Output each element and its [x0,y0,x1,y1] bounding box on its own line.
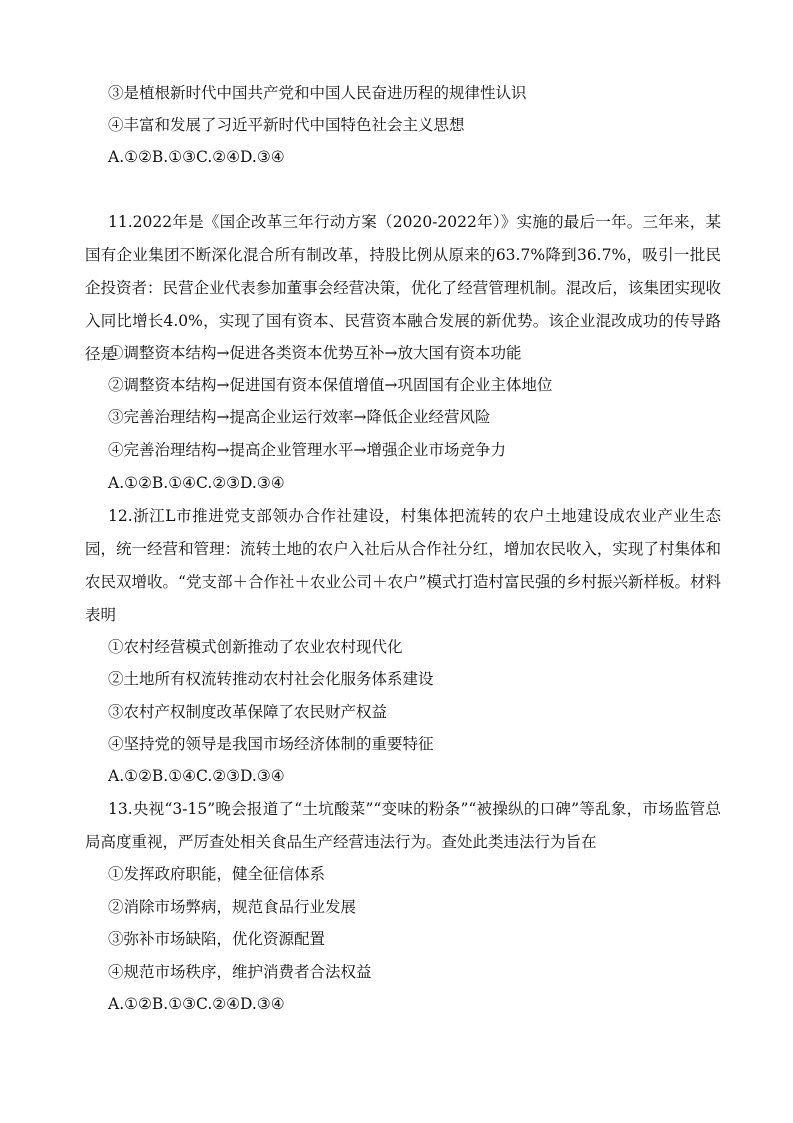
q12-option-3: ③农村产权制度改革保障了农民财产权益 [108,703,388,721]
q10-answer-choices: A.①②B.①③C.②④D.③④ [108,148,285,166]
q11-option-2: ②调整资本结构→促进国有资本保值增值→巩固国有企业主体地位 [108,376,553,394]
q10-option-4: ④丰富和发展了习近平新时代中国特色社会主义思想 [108,116,465,134]
q12-stem-text: 12.浙江L市推进党支部领办合作社建设，村集体把流转的农户土地建设成农业产业生态园，统一经营和管理：流转土地的农户入社后从合作社分红，增加农民收入，实现了村集体和农民双增收。“党支部＋合作社＋农业公司＋农户”模式打造村富民强的乡村振兴新样板。材料表明 [85,507,721,624]
q12-option-4: ④坚持党的领导是我国市场经济体制的重要特征 [108,735,434,753]
q13-option-3: ③弥补市场缺陷，优化资源配置 [108,930,326,948]
q13-option-2: ②消除市场弊病，规范食品行业发展 [108,898,357,916]
q13-option-4: ④规范市场秩序，维护消费者合法权益 [108,963,372,981]
q12-option-2: ②土地所有权流转推动农村社会化服务体系建设 [108,670,434,688]
q13-answer-choices: A.①②B.①③C.②④D.③④ [108,995,285,1013]
q12-option-1: ①农村经营模式创新推动了农业农村现代化 [108,638,403,656]
q12-stem [85,500,721,632]
q13-option-1: ①发挥政府职能，健全征信体系 [108,865,326,883]
q11-stem-text: 11.2022年是《国企改革三年行动方案（2020-2022年）》实施的最后一年。三年来，某国有企业集团不断深化混合所有制改革，持股比例从原来的63.7%降到36.7%，吸引一批民企投资者：民营企业代表参加董事会经营决策，优化了经营管理机制。混改后，该集团实现收入同比增长4.0%，实现了国有资本、民营资本融合发展的新优势。该企业混改成功的传导路径是 [85,213,721,363]
q11-option-4: ④完善治理结构→提高企业管理水平→增强企业市场竞争力 [108,441,506,459]
q11-option-1: ①调整资本结构→促进各类资本优势互补→放大国有资本功能 [108,344,522,362]
q11-option-3: ③完善治理结构→提高企业运行效率→降低企业经营风险 [108,408,491,426]
q13-stem [85,793,721,859]
q10-option-3: ③是植根新时代中国共产党和中国人民奋进历程的规律性认识 [108,84,527,102]
q11-answer-choices: A.①②B.①④C.②③D.③④ [108,474,285,492]
q13-stem-text: 13.央视“3-15”晚会报道了“土坑酸菜”“变味的粉条”“被操纵的口碑”等乱象，市场监管总局高度重视，严厉查处相关食品生产经营违法行为。查处此类违法行为旨在 [85,800,721,851]
q12-answer-choices: A.①②B.①④C.②③D.③④ [108,767,285,785]
